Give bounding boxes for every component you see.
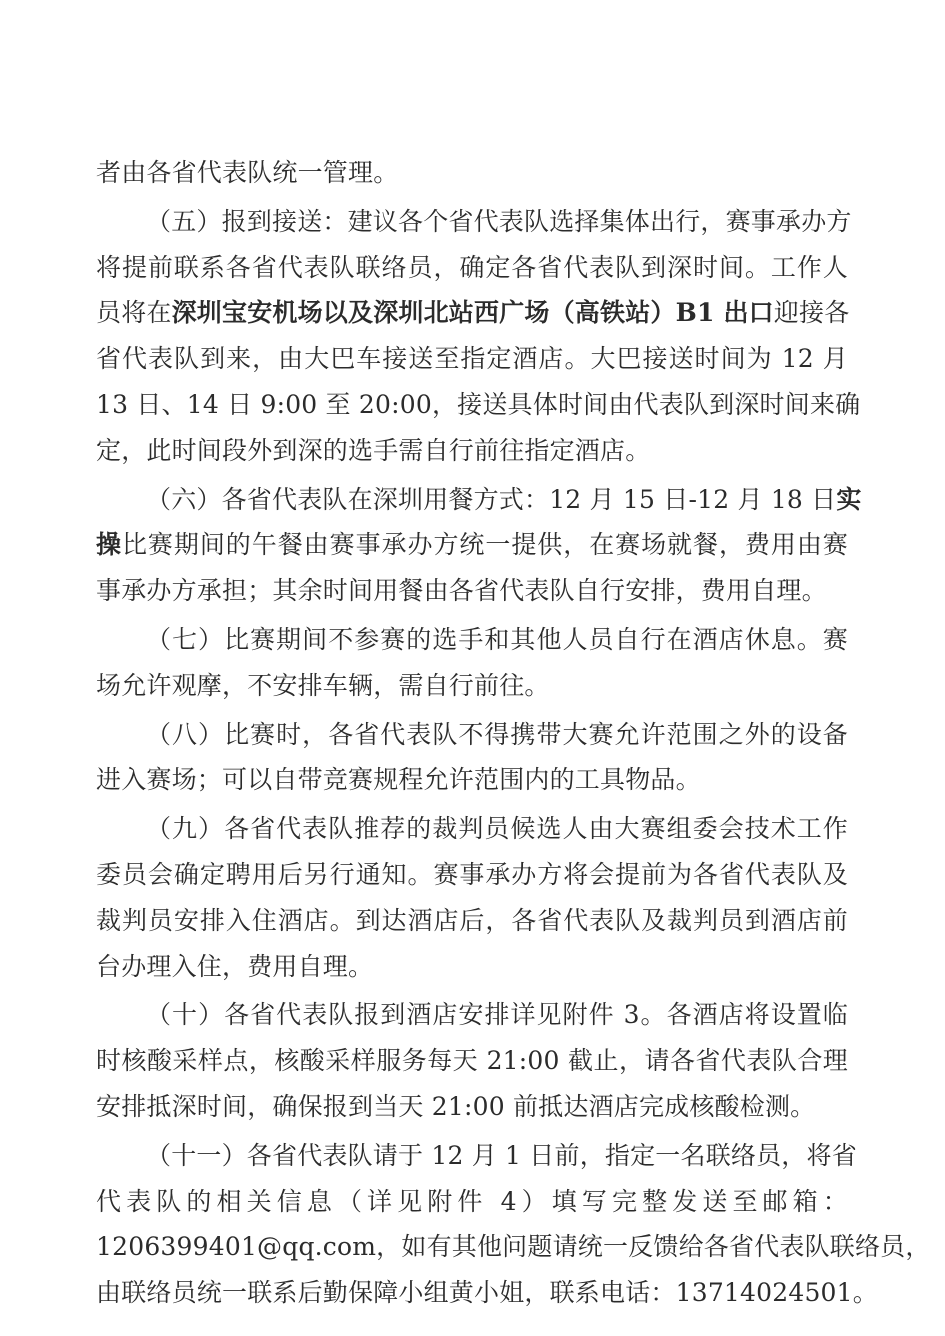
text-segment: 由联络员统一联系后勤保障小组黄小姐，联系电话：13714024501。 <box>96 1278 878 1308</box>
paragraph-p10 <box>96 992 848 1129</box>
bold-text-segment: 实 <box>836 484 862 514</box>
text-segment: 员将在 <box>96 298 172 328</box>
text-line <box>96 336 848 382</box>
text-line <box>96 1038 848 1084</box>
paragraph-p-continuation <box>96 150 848 196</box>
text-line <box>96 712 848 758</box>
text-line <box>96 852 848 898</box>
text-line <box>96 245 848 291</box>
text-line <box>96 1133 857 1179</box>
text-line <box>96 944 848 990</box>
text-segment: （九）各省代表队推荐的裁判员候选人由大赛组委会技术工作 <box>146 814 848 844</box>
text-segment: （六）各省代表队在深圳用餐方式：12 月 15 日-12 月 18 日 <box>146 484 837 514</box>
bold-text-segment: 深圳宝安机场以及深圳北站西广场（高铁站）B1 出口 <box>171 298 774 328</box>
text-segment: 时核酸采样点，核酸采样服务每天 21:00 截止，请各省代表队合理 <box>96 1046 848 1076</box>
text-segment: 定，此时间段外到深的选手需自行前往指定酒店。 <box>96 435 651 465</box>
text-segment: 者由各省代表队统一管理。 <box>96 158 399 187</box>
text-line <box>96 663 848 709</box>
text-segment: 比赛期间的午餐由赛事承办方统一提供，在赛场就餐，费用由赛 <box>121 530 849 560</box>
text-line <box>96 428 848 474</box>
document-page <box>96 150 931 1316</box>
text-line <box>96 477 862 523</box>
paragraph-p7 <box>96 617 848 709</box>
text-line <box>96 617 848 663</box>
text-segment: （八）比赛时，各省代表队不得携带大赛允许范围之外的设备 <box>146 719 848 749</box>
paragraph-p11 <box>96 1133 931 1316</box>
text-segment: 省代表队到来，由大巴车接送至指定酒店。大巴接送时间为 12 月 <box>96 344 848 374</box>
text-line <box>96 568 848 614</box>
text-line <box>96 992 848 1038</box>
text-segment: 事承办方承担；其余时间用餐由各省代表队自行安排，费用自理。 <box>96 576 827 606</box>
text-line <box>96 1224 931 1270</box>
text-line <box>96 150 848 196</box>
text-line <box>96 522 848 568</box>
text-segment: 进入赛场；可以自带竞赛规程允许范围内的工具物品。 <box>96 765 701 795</box>
text-segment: 代表队的相关信息（详见附件 4）填写完整发送至邮箱： <box>96 1186 848 1216</box>
text-segment: 迎接各 <box>773 298 850 328</box>
text-line <box>96 290 848 336</box>
text-segment: 1206399401@qq.com，如有其他问题请统一反馈给各省代表队联络员， <box>96 1232 931 1262</box>
text-segment: 委员会确定聘用后另行通知。赛事承办方将会提前为各省代表队及 <box>96 859 848 889</box>
text-segment: 裁判员安排入住酒店。到达酒店后，各省代表队及裁判员到酒店前 <box>96 905 848 935</box>
text-segment: 将提前联系各省代表队联络员，确定各省代表队到深时间。工作人 <box>96 252 848 282</box>
text-line <box>96 757 848 803</box>
bold-text-segment: 操 <box>96 530 122 560</box>
text-line <box>96 898 848 944</box>
paragraph-p8 <box>96 712 848 804</box>
text-line <box>96 199 852 245</box>
text-line <box>96 382 861 428</box>
text-segment: 台办理入住，费用自理。 <box>96 951 374 981</box>
paragraph-p5 <box>96 199 861 474</box>
text-segment: （五）报到接送：建议各个省代表队选择集体出行，赛事承办方 <box>146 206 852 236</box>
paragraph-p9 <box>96 806 848 989</box>
text-line <box>96 806 848 852</box>
text-line <box>96 1084 848 1130</box>
text-segment: （十一）各省代表队请于 12 月 1 日前，指定一名联络员，将省 <box>146 1140 857 1170</box>
paragraph-p6 <box>96 477 862 614</box>
text-segment: 13 日、14 日 9:00 至 20:00，接送具体时间由代表队到深时间来确 <box>96 389 861 419</box>
text-segment: 场允许观摩，不安排车辆，需自行前往。 <box>96 670 550 700</box>
text-line <box>96 1270 878 1316</box>
text-segment: （十）各省代表队报到酒店安排详见附件 3。各酒店将设置临 <box>146 1000 848 1030</box>
text-segment: （七）比赛期间不参赛的选手和其他人员自行在酒店休息。赛 <box>146 624 848 654</box>
text-line <box>96 1179 848 1225</box>
text-segment: 安排抵深时间，确保报到当天 21:00 前抵达酒店完成核酸检测。 <box>96 1091 816 1121</box>
